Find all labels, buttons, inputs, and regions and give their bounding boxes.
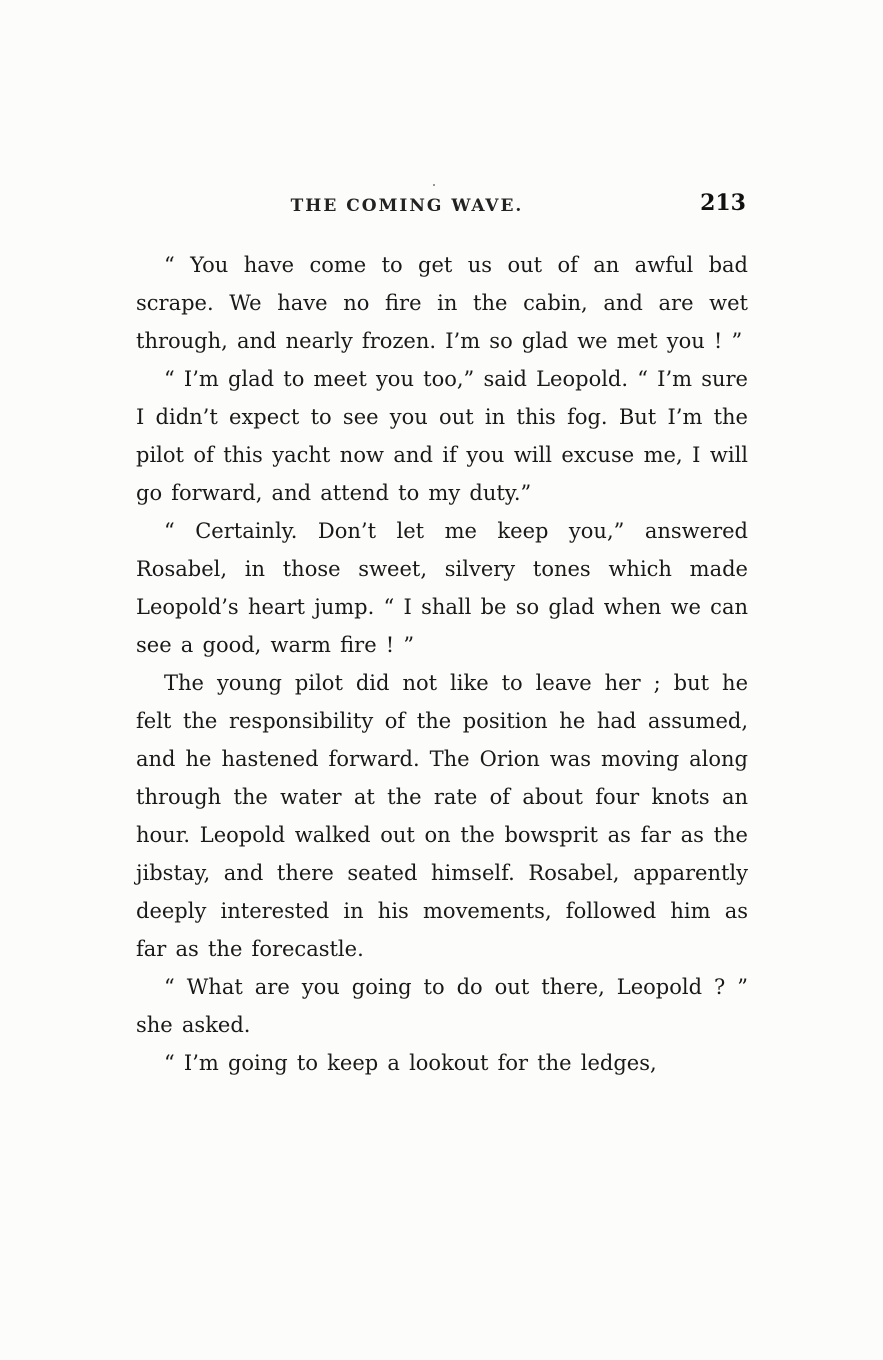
running-title: THE COMING WAVE. — [290, 196, 524, 216]
paragraph: “ I’m glad to meet you too,” said Leopold. “ I’m sure I didn’t expect to see you out in this fog. But I’m the pilot of this yacht now and if you will excuse me, I will go forward, and attend to my duty.” — [136, 367, 748, 505]
paragraph: The young pilot did not like to leave her ; but he felt the responsibility of the position he had assumed, and he hastened forward. The Orion was moving along through the water at the rate of about four knots an hour. Leopold walked out on the bowsprit as far as the jibstay, and there seated himself. Rosabel, apparently deeply interested in his movements, followed him as far as the forecastle. — [136, 671, 748, 961]
text-block — [136, 188, 748, 1082]
paragraph: “ Certainly. Don’t let me keep you,” answered Rosabel, in those sweet, silvery tones which made Leopold’s heart jump. “ I shall be so glad when we can see a good, warm fire ! ” — [136, 519, 748, 657]
paragraph: “ What are you going to do out there, Leopold ? ” she asked. — [136, 975, 748, 1037]
paragraph: “ You have come to get us out of an awful bad scrape. We have no fire in the cabin, and are wet through, and nearly frozen. I’m so glad we met you ! ” — [136, 253, 748, 353]
paragraph: “ I’m going to keep a lookout for the ledges, — [164, 1051, 657, 1075]
page-header — [136, 188, 748, 232]
body-text — [136, 246, 748, 1082]
scan-artifact-speck — [433, 184, 435, 186]
page-number: 213 — [700, 190, 746, 216]
